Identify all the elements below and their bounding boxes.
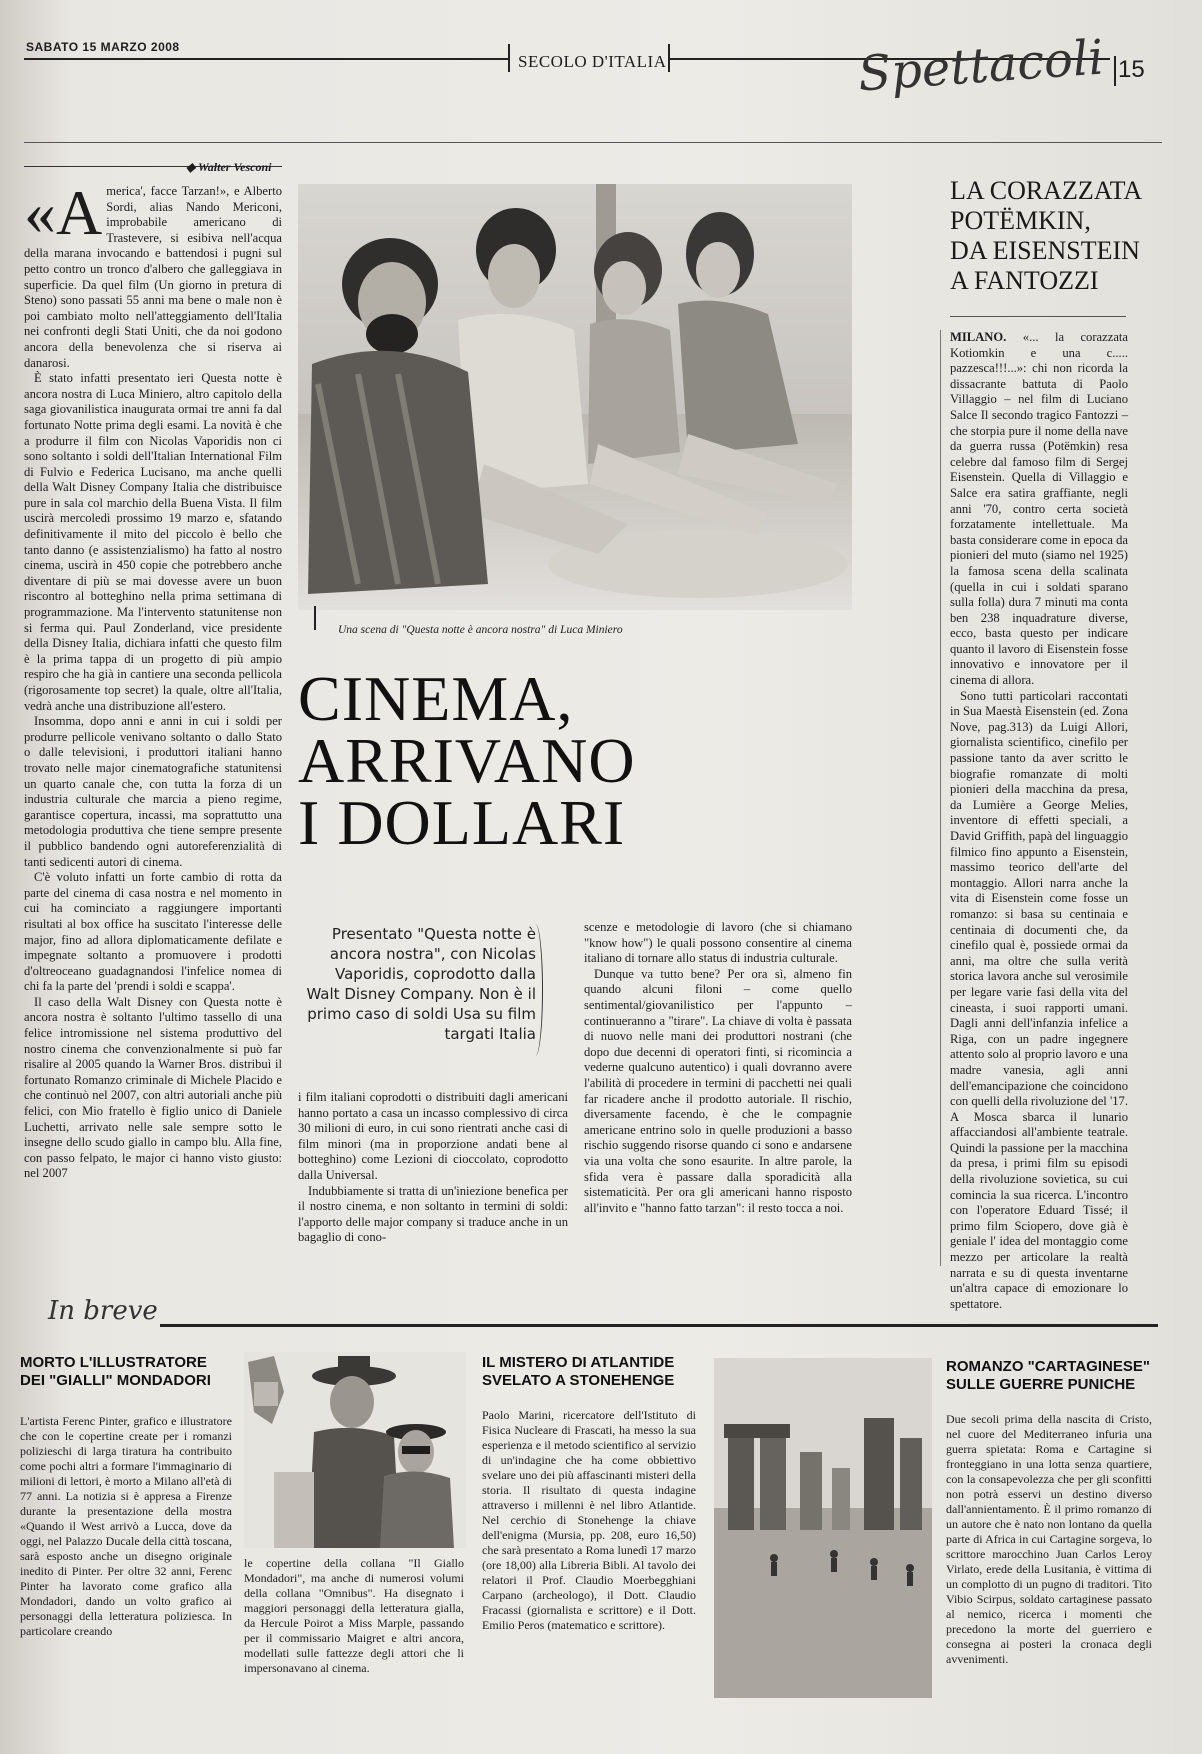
paragraph: È stato infatti presentato ieri Questa notte è ancora nostra di Luca Miniero, altro capitolo della saga giovanilistica inaugurata ormai tre anni fa dal fortunato Notte prima degli esami. La novità è che a produrre il film con Nicolas Vaporidis non ci sono soltanto i soldi dell'Italian International Film di Fulvio e Federica Lucisano, ma anche quelli della Walt Disney Company Italia che distribuisce pure in sala col marchio della Buena Vista. Il film uscirà mercoledì prossimo 19 marzo e, sfatando definitivamente il mito del piccolo è bello che tanto danno (e assistenzialismo) ha fatto al nostro cinema, uscirà in 450 copie che potrebbero anche diventare di più se mai dovesse avere un buon riscontro al botteghino nella prima settimana di programmazione. Ma l'intervento statunitense non si ferma qui. Paul Zonderland, vice presidente della Disney Italia, dichiara infatti che questo film è la prima tappa di un progetto di più ampio respiro che ha già in cantiere una seconda pellicola (rigorosamente top secret) la quale, oltre all'Italia, vedrà anche una distribuzione all'estero. [24, 371, 282, 713]
byline-diamond-icon: ◆ [186, 160, 199, 174]
pinter-illustration-image [244, 1352, 466, 1548]
brief-title-line: ROMANZO "CARTAGINESE" [946, 1358, 1150, 1375]
page-number-bar [1114, 56, 1116, 86]
photo-caption: Una scena di "Questa notte è ancora nostra" di Luca Miniero [338, 624, 623, 636]
sidebar-paragraph-text: «... la corazzata Kotiomkin e una c..... pazzesca!!!...»: chi non ricorda la dissacrante battuta di Paolo Villaggio – nel film di Luciano Salce Il secondo tragico Fantozzi – che storpia pure il nome della nave da guerra russa (Potëmkin) resa celebre dal famoso film di Sergej Eisenstein. Quella di Villaggio e Salce era satira graffiante, negli anni '70, contro certa società forzatamente intellettuale. Ma basta considerare come in epoca da pionieri del muto (siamo nel 1925) la famosa scena della scalinata (quella in cui i soldati sparano sulla folla) dura 7 minuti ma conta ben 238 inquadrature diverse, ecco, basta questo per indicare quanto il lavoro di Eisenstein fosse innovativo e innovatore per il cinema di allora. [950, 330, 1128, 688]
brief-1-col-b: le copertine della collana "Il Giallo Mondadori", ma anche di numerosi volumi della collana "Omnibus". Ha disegnato i maggiori personaggi della letteratura gialla, da Hercule Poirot a Miss Marple, passando per il commissario Maigret e altri ancora, modellati sulle fattezze degli attori che li impersonavano al cinema. [244, 1556, 464, 1675]
brief-title-line: DEI "GIALLI" MONDADORI [20, 1372, 211, 1389]
brief-title-line: MORTO L'ILLUSTRATORE [20, 1354, 207, 1371]
article-column-3 [584, 920, 852, 1260]
drop-cap-quote: « [24, 177, 56, 248]
stonehenge-photo [714, 1358, 932, 1698]
paragraph: scenze e metodologie di lavoro (che si chiamano "know how") le quali possono consentire al cinema italiano di tornare allo status di industria culturale. [584, 920, 852, 966]
caption-bar [314, 606, 316, 630]
sidebar-title [950, 176, 1150, 296]
paragraph: Insomma, dopo anni e anni in cui i soldi per produrre pellicole venivano soltanto o dallo Stato o dalle televisioni, i produttori italiani hanno trovato nelle major cinematografiche statunitensi un quarto canale che, con tutta la forza di un industria culturale che marcia a pieno regime, garantisce copertura, incassi, ma soprattutto una metodologia produttiva che tiene sempre presente il pubblico bandendo ogni autoreferenzialità di tanti sedicenti autori di cinema. [24, 714, 282, 869]
sidebar-title-line: DA EISENSTEIN [950, 236, 1140, 265]
sidebar-title-line: A FANTOZZI [950, 266, 1099, 295]
subhead-bracket [528, 924, 543, 1056]
in-breve-rule [160, 1324, 1158, 1327]
header-paper-name: SECOLO D'ITALIA [518, 52, 667, 71]
sidebar-left-rule [940, 330, 941, 1266]
drop-cap-letter: A [56, 177, 103, 248]
page-number: 15 [1118, 56, 1145, 83]
paragraph: Indubbiamente si tratta di un'iniezione benefica per il nostro cinema, e non soltanto in termini di soldi: l'apporto delle major company si traduce anche in un bagaglio di cono- [298, 1183, 568, 1245]
paragraph: Dunque va tutto bene? Per ora sì, almeno fin quando alcuni filoni – come quello sentimental/giovanilistico per l'appunto – continueranno a "tirare". La chiave di volta è passata di nuovo nelle mani dei produttori nostrani (che dopo due decenni di operatori finti, si ricomincia a vederne qualcuno autentico) i quali dovranno avere l'abilità di procedere in termini di pacchetti nei quali far ricadere anche il prodotto autoriale. Il rischio, diversamente facendo, è che le compagnie americane entrino solo in quelle produzioni a basso rischio suggendo risorse quando ci sono e andarsene via una volta che sono esaurite. In altre parole, la sfida vera è passare dalla sporadicità alla sistematicità. Per ora gli americani hanno risposto all'invito e "hanno fatto tarzan": il resto tocca a noi. [584, 966, 852, 1215]
film-still-photo [298, 184, 852, 610]
brief-title-line: SULLE GUERRE PUNICHE [946, 1376, 1136, 1393]
byline [186, 160, 271, 175]
sidebar-title-line: POTËMKIN, [950, 206, 1091, 235]
section-title-script: Spettacoli [856, 29, 1106, 103]
paragraph: Il caso della Walt Disney con Questa notte è ancora nostra è soltanto l'ultimo tassello di una felice intromissione nel sistema produttivo del nostro cinema che convenzionalmente si può far risalire al 2005 quando la Warner Bros. distribuì il fortunato Romanzo criminale di Michele Placido e che continuò nel 2007, con altri autoriali anche più felici, con Mio fratello è figlio unico di Daniele Luchetti, arrivato nelle sale sempre sotto le insegne dello scudo giallo in campo blu. Alla fine, con passo felpato, le major ci hanno visto giusto: nel 2007 [24, 994, 282, 1181]
film-still-image [298, 184, 852, 610]
header-divider-left [508, 44, 510, 72]
brief-title [482, 1354, 702, 1390]
brief-title [20, 1354, 230, 1390]
header-rule-left [24, 58, 508, 60]
brief-3-text: Due secoli prima della nascita di Cristo, nel cuore del Mediterraneo infuria una guerra spietata: Roma e Cartagine si fronteggiano in una lotta senza quartiere, con la consapevolezza che per gli sconfitti non potrà esservi un destino diverso dall'annientamento. È il primo romanzo di un autore che è nato non lontano da quella parte di Africa in cui Cartagine sorgeva, lo scrittore marocchino Juan Carlos Leroy Virlato, erede della Lusitania, è vittima di un complotto di un pugno di traditori. Tito Vibio Scirpus, soldato cartaginese passato al nemico, ricerca i momenti che precedono la morte del guerriero e consegna ai posteri la cronaca degli avvenimenti. [946, 1412, 1152, 1666]
headline-line: CINEMA, [298, 663, 574, 734]
byline-name: Walter Vesconi [198, 160, 272, 174]
header-date: SABATO 15 MARZO 2008 [26, 40, 180, 54]
headline-line: I DOLLARI [298, 787, 626, 858]
article-column-2 [298, 1090, 568, 1260]
drop-cap [24, 177, 103, 248]
paragraph: i film italiani coprodotti o distribuiti dagli americani hanno portato a casa un incasso complessivo di circa 30 milioni di euro, in cui sono rientrati anche casi di film minori (ma in proporzione andati bene al botteghino) come Lezioni di cioccolato, coprodotto dalla Universal. [298, 1090, 568, 1182]
brief-title-line: IL MISTERO DI ATLANTIDE [482, 1354, 675, 1371]
pinter-illustration [244, 1352, 466, 1548]
sidebar-dateline: MILANO. [950, 330, 1007, 344]
headline-line: ARRIVANO [298, 725, 636, 796]
paragraph [950, 330, 1128, 689]
brief-2-text: Paolo Marini, ricercatore dell'Istituto di Fisica Nucleare di Frascati, ha messo la sua esperienza e il metodo scientifico al servizio di un'indagine che ha come obbiettivo svelare uno dei più affascinanti misteri della storia. Il risultato di questa indagine attraverso i millenni è nel libro Atlantide. Nel cerchio di Stonehenge la chiave dell'enigma (Mursia, pp. 208, euro 16,50) che sarà presentato a Roma lunedì 17 marzo (ore 18,00) alla Libreria Bibli. Al tavolo dei relatori il Prof. Claudio Moerbegghiani Carpano (archeologo), il Dott. Claudio Fracassi (giornalista e scrittore) e il Dott. Emilio Peros (matematico e scrittore). [482, 1408, 696, 1632]
sidebar-title-rule [950, 316, 1126, 317]
brief-1-col-a: L'artista Ferenc Pinter, grafico e illustratore che con le copertine create per i romanzi polizieschi di larga tiratura ha contribuito come pochi altri a formare l'immaginario di milioni di lettori, è morto a Milano all'età di 77 anni. La notizia si è appresa a Firenze durante la presentazione della mostra «Quando il West arrivò a Lucca, dove da oggi, nel Palazzo Ducale della città toscana, sarà esposto anche un disegno originale inedito di Pinter. Per oltre 32 anni, Ferenc Pinter ha lavorato come grafico alla Mondadori, dando un volto grafico ai personaggi della letteratura poliziesca. In particolare creando [20, 1414, 232, 1638]
sidebar-body [950, 330, 1128, 1311]
in-breve-label: In breve [48, 1296, 158, 1326]
subhead: Presentato "Questa notte è ancora nostra", con Nicolas Vaporidis, coprodotto dalla Walt Disney Company. Non è il primo caso di soldi Usa su film targati Italia [306, 925, 536, 1043]
paragraph: Sono tutti particolari raccontati in Sua Maestà Eisenstein (ed. Zona Nove, pag.313) da Luigi Allori, giornalista scientifico, cinefilo per passione tanto da aver scritto le biografie romanzate di molti pionieri della macchina da presa, da Lumière a George Melies, inventore di effetti speciali, a David Griffith, papà del linguaggio filmico fino appunto a Eisenstein, massimo teorico dell'arte del montaggio. Allori narra anche la vita di Eisenstein come fosse un romanzo: si basa su centinaia e centinaia di documenti che, da cinefilo qual è, possiede ormai da anni, ma oltre che sulla verità storica lavora anche sul verosimile per legare varie fasi della vita del cineasta, i suoi rapporti umani. Dagli anni dell'infanzia infelice a Riga, con un padre ingegnere attento solo al proprio lavoro e una madre vanesia, agli anni dell'emancipazione che coincidono con quelli della rivoluzione del '17. A Mosca sbarca il lunario affacciandosi all'ambiente teatrale. Quindi la passione per la macchina da presa, i primi film su episodi della rivoluzione sovietica, su cui comincia la sua ricerca. L'incontro con l'operatore Eduard Tissé; il primo film Sciopero, dove già è geniale l' idea del montaggio come mezzo per articolare la realtà narrata e su di questa inventarne un'altra capace di emozionare lo spettatore. [950, 688, 1128, 1311]
brief-title [946, 1358, 1156, 1394]
article-col1-text [24, 184, 282, 1182]
headline [298, 663, 838, 858]
stonehenge-image [714, 1358, 932, 1698]
header-bottom-rule [24, 142, 1162, 143]
paragraph: C'è voluto infatti un forte cambio di rotta da parte del cinema di casa nostra e nel momento in cui ha cominciato a raggiungere importanti risultati al box office ha suscitato l'interesse delle major, fino ad allora diplomaticamente defilate e impegnate soltanto a promuovere i prodotti d'oltreoceano guadagnandosi l'infelice nomea di chi fa la parte del 'prendi i soldi e scappa'. [24, 870, 282, 994]
article-column-1 [24, 177, 282, 1249]
paragraph: merica', facce Tarzan!», e Alberto Sordi, alias Nando Mericoni, improbabile americano di Trastevere, si esibiva nell'acqua della marana invocando e battendosi i pugni sul petto contro un tronco d'albero che galleggiava in superficie. Da quel film (Un giorno in pretura di Steno) sono passati 55 anni ma bene o male non è poi cambiato molto nell'atteggiamento dell'Italia nei confronti degli Stati Uniti, che da noi godono ancora della benevolenza che si riserva ai danarosi. [24, 184, 282, 370]
sidebar-title-line: LA CORAZZATA [950, 176, 1143, 205]
brief-title-line: SVELATO A STONEHENGE [482, 1372, 675, 1389]
